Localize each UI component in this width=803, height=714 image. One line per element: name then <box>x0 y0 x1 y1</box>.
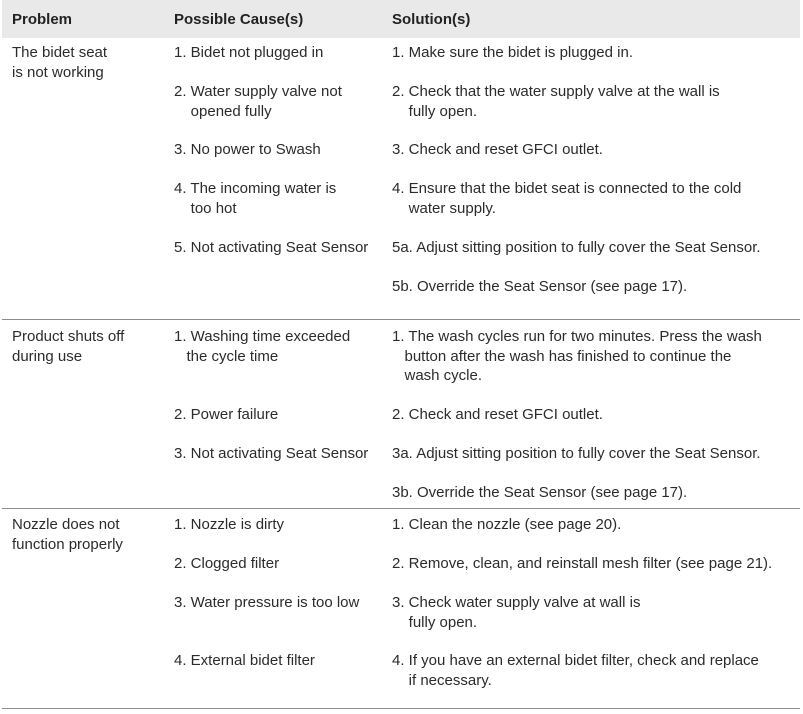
table-row <box>2 509 800 709</box>
problem-cell: Nozzle does not function properly <box>12 516 123 553</box>
table-row <box>2 320 800 509</box>
cause-cell: 2. Power failure <box>174 406 279 423</box>
solution-cell: 1. Make sure the bidet is plugged in. <box>392 44 633 61</box>
header-problem: Problem <box>12 11 73 28</box>
solution-cell: 1. Clean the nozzle (see page 20). <box>392 516 622 533</box>
cause-cell: 1. Nozzle is dirty <box>174 516 285 533</box>
solution-cell: 4. If you have an external bidet filter, check and replace if necessary. <box>392 652 759 689</box>
solution-cell: 2. Check and reset GFCI outlet. <box>392 406 603 423</box>
solution-cell: 4. Ensure that the bidet seat is connected to the cold water supply. <box>392 180 742 217</box>
table-row <box>2 38 800 320</box>
solution-cell: 3b. Override the Seat Sensor (see page 17). <box>392 484 688 501</box>
cause-cell: 3. No power to Swash <box>174 141 321 158</box>
troubleshooting-table <box>2 0 800 709</box>
problem-cell: Product shuts off during use <box>12 328 125 365</box>
cause-cell: 3. Not activating Seat Sensor <box>174 445 369 462</box>
cause-cell: 4. External bidet filter <box>174 652 315 669</box>
cause-cell: 2. Water supply valve not opened fully <box>174 83 342 120</box>
header-cause: Possible Cause(s) <box>174 11 304 28</box>
problem-cell: The bidet seat is not working <box>12 44 108 81</box>
cause-cell: 2. Clogged filter <box>174 555 280 572</box>
solution-cell: 3. Check water supply valve at wall is fully open. <box>392 594 641 631</box>
cause-cell: 4. The incoming water is too hot <box>174 180 337 217</box>
cause-cell: 1. Washing time exceeded the cycle time <box>174 328 351 365</box>
table-header <box>2 0 800 38</box>
solution-cell: 3a. Adjust sitting position to fully cover the Seat Sensor. <box>392 445 761 462</box>
solution-cell: 3. Check and reset GFCI outlet. <box>392 141 603 158</box>
cause-cell: 3. Water pressure is too low <box>174 594 360 611</box>
cause-cell: 5. Not activating Seat Sensor <box>174 239 369 256</box>
solution-cell: 5a. Adjust sitting position to fully cover the Seat Sensor. <box>392 239 761 256</box>
solution-cell: 1. The wash cycles run for two minutes. Press the wash button after the wash has finished to continue the wash cycle. <box>392 328 762 384</box>
cause-cell: 1. Bidet not plugged in <box>174 44 324 61</box>
solution-cell: 5b. Override the Seat Sensor (see page 17). <box>392 278 688 295</box>
header-solution: Solution(s) <box>392 11 471 28</box>
solution-cell: 2. Check that the water supply valve at the wall is fully open. <box>392 83 720 120</box>
solution-cell: 2. Remove, clean, and reinstall mesh filter (see page 21). <box>392 555 773 572</box>
